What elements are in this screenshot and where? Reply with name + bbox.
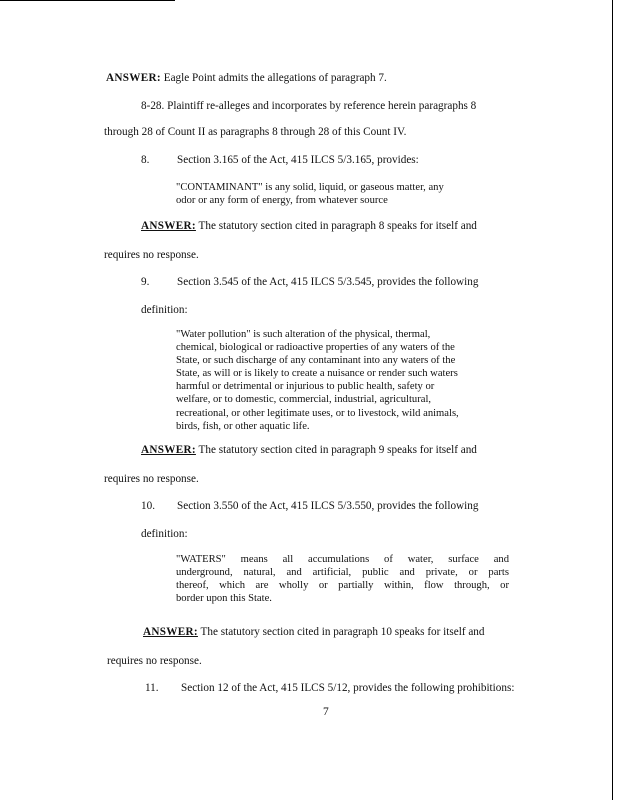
paragraph-number: 11. (145, 682, 159, 694)
answer-paragraph-9 (141, 444, 477, 457)
answer-paragraph-10 (143, 626, 485, 639)
answer-continuation (107, 655, 202, 668)
paragraph-text: definition: (141, 304, 188, 316)
paragraph-text: through 28 of Count II as paragraphs 8 through 28 of this Count IV. (104, 126, 407, 138)
quote-line: underground, natural, and artificial, public and private, or parts (176, 567, 509, 579)
quote-line: "CONTAMINANT" is any solid, liquid, or gaseous matter, any (176, 182, 444, 193)
scan-edge-top (0, 0, 175, 1)
answer-text: requires no response. (107, 655, 202, 667)
answer-text: requires no response. (104, 249, 199, 261)
answer-paragraph-7 (106, 72, 387, 85)
quote-waters (176, 553, 509, 605)
quote-line: harmful or detrimental or injurious to public health, safety or (176, 381, 435, 393)
paragraph-text: Section 3.165 of the Act, 415 ILCS 5/3.165, provides: (177, 154, 419, 166)
paragraph-number: 9. (141, 276, 150, 288)
quote-line: recreational, or other legitimate uses, or to livestock, wild animals, (176, 407, 459, 419)
paragraph-text: Section 3.550 of the Act, 415 ILCS 5/3.550, provides the following (177, 500, 479, 512)
paragraph-9 (141, 276, 478, 289)
answer-text: The statutory section cited in paragraph 8 speaks for itself and (198, 220, 477, 232)
quote-line: birds, fish, or other aquatic life. (176, 420, 310, 432)
paragraph-10 (141, 500, 478, 513)
quote-line: border upon this State. (176, 593, 272, 605)
paragraph-number: 8-28. (141, 100, 165, 112)
answer-paragraph-8 (141, 220, 477, 233)
answer-text: The statutory section cited in paragraph 9 speaks for itself and (198, 444, 477, 456)
reallegation-continuation (104, 126, 406, 139)
paragraph-text: definition: (141, 528, 188, 540)
answer-continuation (104, 473, 199, 486)
answer-label: ANSWER: (141, 444, 196, 456)
quote-line: chemical, biological or radioactive properties of any waters of the (176, 342, 455, 354)
paragraph-8 (141, 154, 419, 167)
answer-label: ANSWER: (141, 220, 196, 232)
paragraph-text: Plaintiff re-alleges and incorporates by reference herein paragraphs 8 (167, 100, 477, 112)
paragraph-number: 8. (141, 154, 150, 166)
paragraph-11 (145, 682, 514, 695)
answer-label: ANSWER: (143, 626, 198, 638)
page-number: 7 (323, 706, 329, 718)
paragraph-number: 10. (141, 500, 155, 512)
quote-line: "WATERS" means all accumulations of water, surface and (176, 554, 509, 565)
answer-text: requires no response. (104, 473, 199, 485)
answer-text: The statutory section cited in paragraph 10 speaks for itself and (200, 626, 485, 638)
quote-line: odor or any form of energy, from whatever source (176, 195, 388, 207)
quote-line: thereof, which are wholly or partially within, flow through, or (176, 580, 509, 592)
quote-line: welfare, or to domestic, commercial, industrial, agricultural, (176, 394, 432, 406)
paragraph-continuation (141, 528, 188, 541)
answer-label: ANSWER: (106, 72, 161, 84)
quote-line: State, or such discharge of any contaminant into any waters of the (176, 355, 456, 367)
answer-text: Eagle Point admits the allegations of paragraph 7. (163, 72, 387, 84)
paragraph-text: Section 3.545 of the Act, 415 ILCS 5/3.545, provides the following (177, 276, 479, 288)
quote-contaminant (176, 181, 444, 207)
quote-line: State, as will or is likely to create a nuisance or render such waters (176, 368, 458, 380)
reallegation-paragraph (141, 100, 476, 113)
paragraph-text: Section 12 of the Act, 415 ILCS 5/12, provides the following prohibitions: (181, 682, 515, 694)
scan-edge-right (612, 0, 613, 800)
quote-line: "Water pollution" is such alteration of the physical, thermal, (176, 329, 431, 340)
quote-water-pollution (176, 328, 459, 433)
answer-continuation (104, 249, 199, 262)
paragraph-continuation (141, 304, 188, 317)
